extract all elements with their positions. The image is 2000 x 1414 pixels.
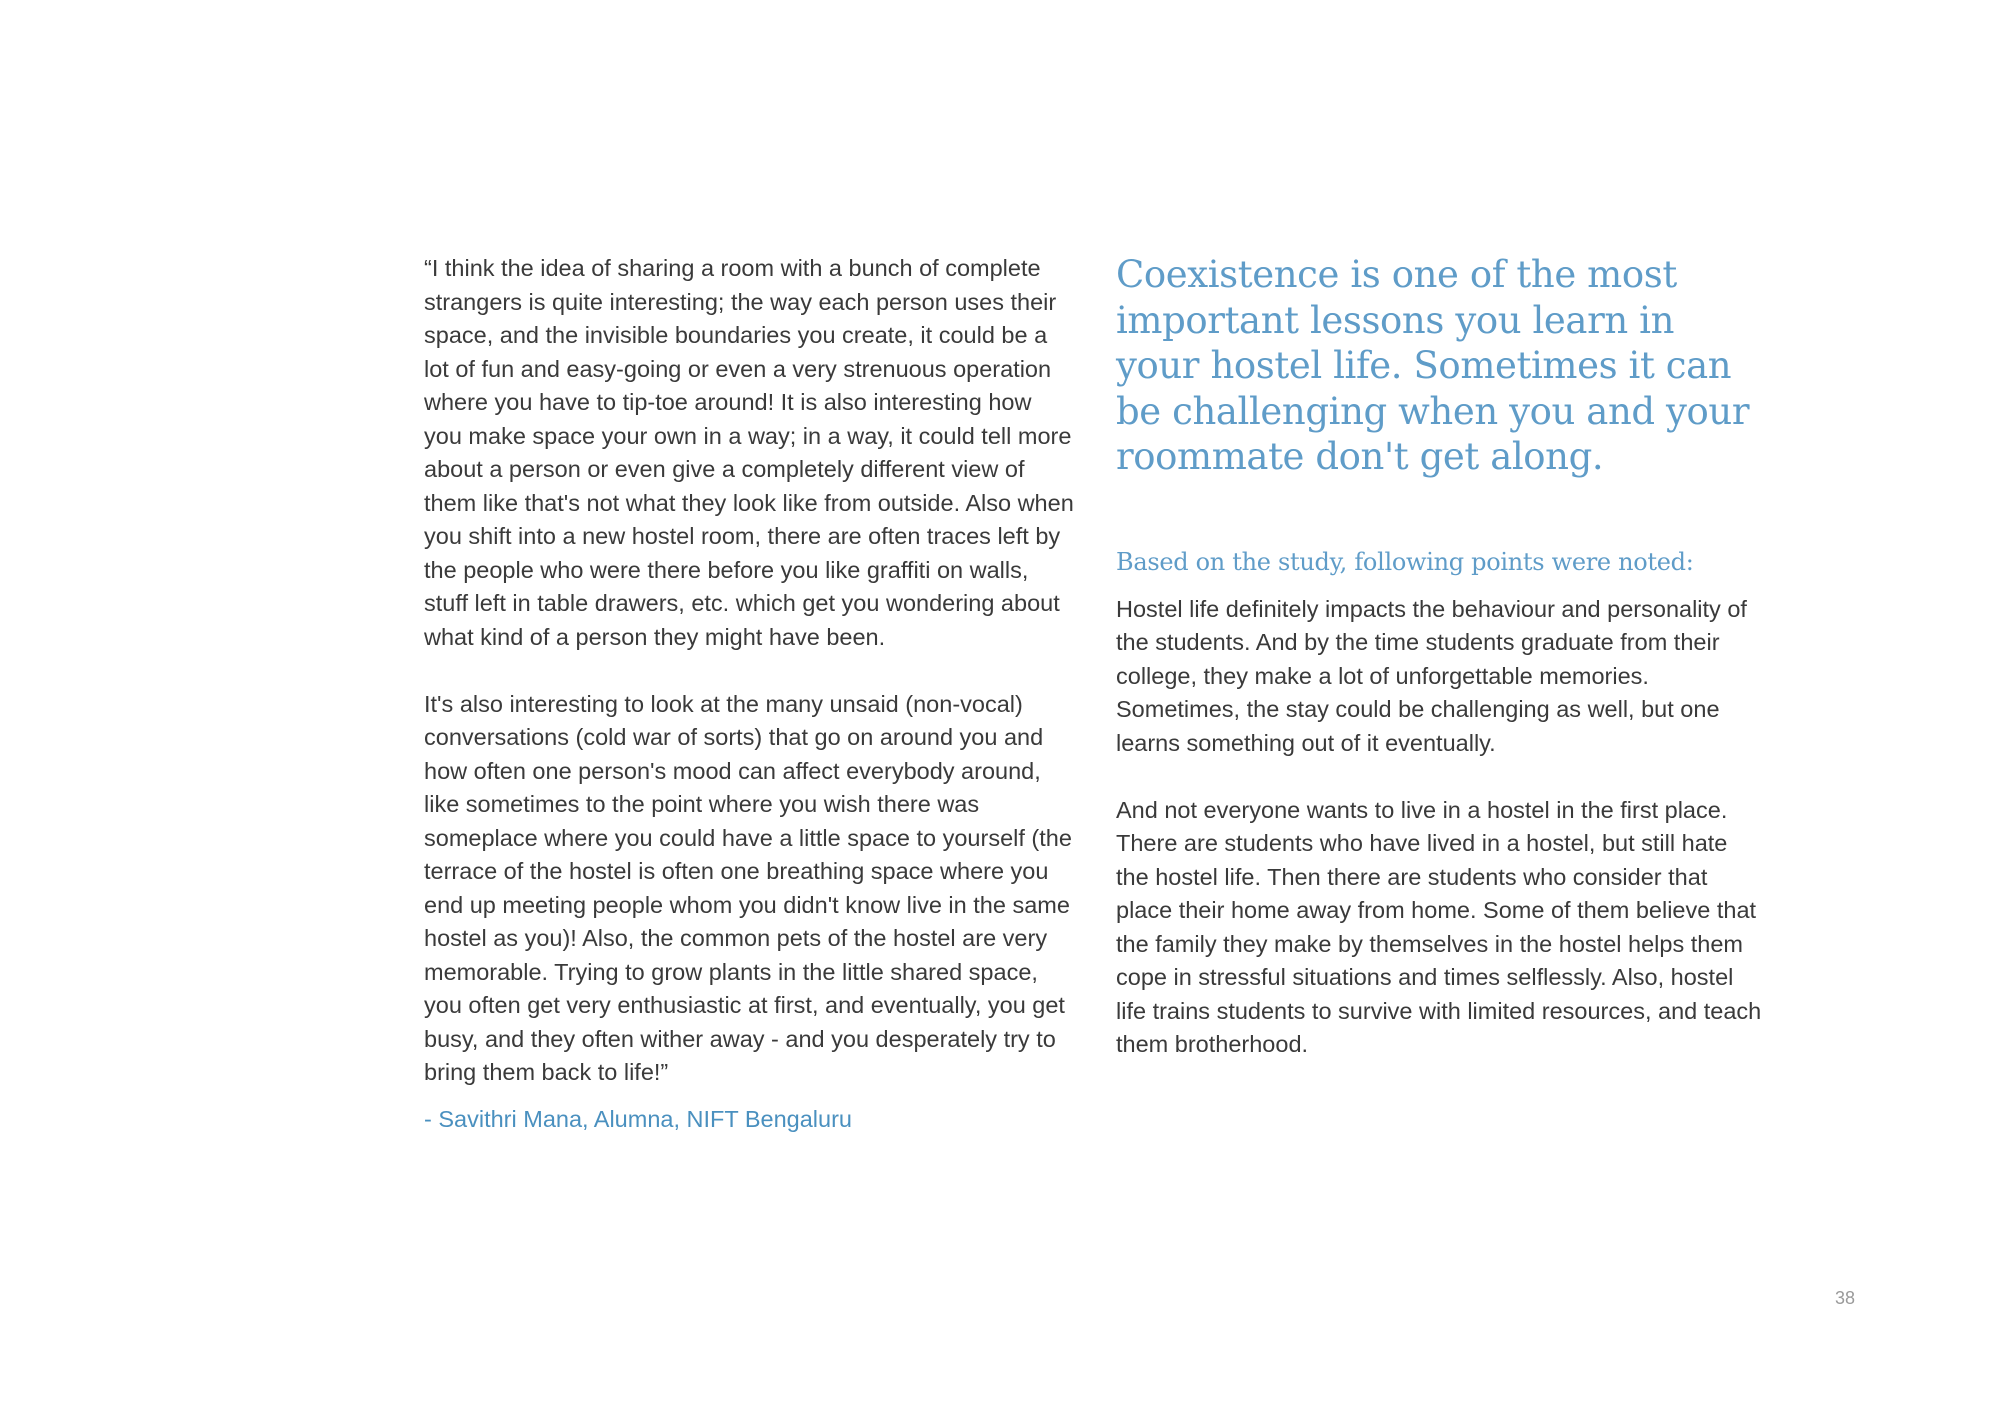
pull-quote: Coexistence is one of the most important lessons you learn in your hostel life. Sometimes it can be challenging when you and your roommate don't get along. xyxy=(1116,253,1750,478)
quote-paragraph-1: “I think the idea of sharing a room with a bunch of complete strangers is quite interesting; the way each person uses their space, and the invisible boundaries you create, it could be a lot of fun and easy-going or even a very strenuous operation where you have to tip-toe around! It is also interesting how you make space your own in a way; in a way, it could tell more about a person or even give a completely different view of them like that's not what they look like from outside. Also when you shift into a new hostel room, there are often traces left by the people who were there before you like graffiti on walls, stuff left in table drawers, etc. which get you wondering about what kind of a person they might have been. xyxy=(424,255,1074,650)
page-number: 38 xyxy=(1834,1288,1855,1308)
right-column xyxy=(1116,252,1766,1062)
quote-attribution: - Savithri Mana, Alumna, NIFT Bengaluru xyxy=(424,1105,852,1132)
study-paragraph-2: And not everyone wants to live in a hostel in the first place. There are students who have lived in a hostel, but still hate the hostel life. Then there are students who consider that place their home away from home. Some of them believe that the family they make by themselves in the hostel helps them cope in stressful situations and times selflessly. Also, hostel life trains students to survive with limited resources, and teach them brotherhood. xyxy=(1116,796,1762,1057)
quote-paragraph-2: It's also interesting to look at the many unsaid (non-vocal) conversations (cold war of sorts) that go on around you and how often one person's mood can affect everybody around, like sometimes to the point where you wish there was someplace where you could have a little space to yourself (the terrace of the hostel is often one breathing space where you end up meeting people whom you didn't know live in the same hostel as you)! Also, the common pets of the hostel are very memorable. Trying to grow plants in the little shared space, you often get very enthusiastic at first, and eventually, you get busy, and they often wither away - and you desperately try to bring them back to life!” xyxy=(424,690,1072,1085)
left-column xyxy=(424,252,1074,1136)
study-subheading: Based on the study, following points were noted: xyxy=(1116,547,1694,576)
study-paragraph-1: Hostel life definitely impacts the behaviour and personality of the students. And by the time students graduate from their college, they make a lot of unforgettable memories. Sometimes, the stay could be challenging as well, but one learns something out of it eventually. xyxy=(1116,595,1747,756)
